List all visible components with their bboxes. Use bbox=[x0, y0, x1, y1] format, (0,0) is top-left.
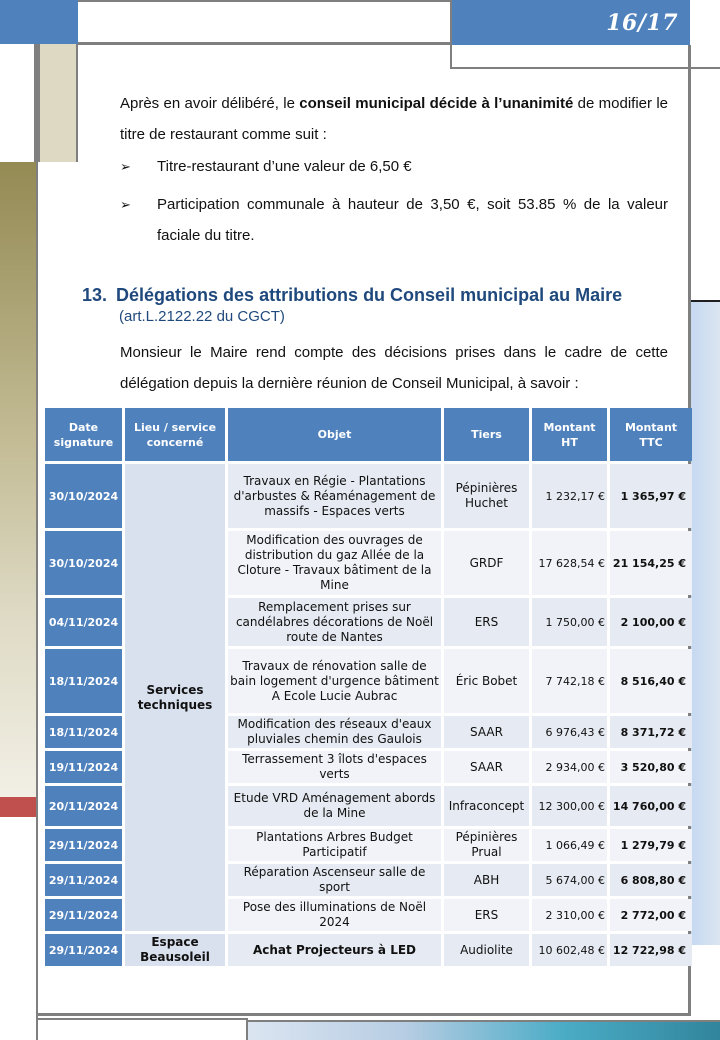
header-rule bbox=[78, 0, 450, 2]
table-row: 20/11/2024 Etude VRD Aménagement abords de la Mine Infraconcept 12 300,00 € 14 760,00 € bbox=[45, 786, 692, 826]
bullet-item: ➢ Participation communale à hauteur de 3,50 €, soit 53.85 % de la valeur faciale du titre. bbox=[120, 189, 668, 251]
table-row: 19/11/2024 Terrassement 3 îlots d'espaces verts SAAR 2 934,00 € 3 520,80 € bbox=[45, 751, 692, 783]
header-rule-bottom bbox=[78, 42, 450, 45]
table-row: 29/11/2024 Plantations Arbres Budget Participatif Pépinières Prual 1 066,49 € 1 279,79 € bbox=[45, 829, 692, 861]
section-subtitle: (art.L.2122.22 du CGCT) bbox=[119, 308, 285, 325]
table-header-row bbox=[45, 408, 692, 461]
table-row: 30/10/2024 Modification des ouvrages de distribution du gaz Allée de la Cloture - Travaux bâtiment de la Mine GRDF 17 628,54 € 21 154,25 € bbox=[45, 531, 692, 595]
intro-paragraph: Après en avoir délibéré, le conseil municipal décide à l’unanimité de modifier le titre de restaurant comme suit : bbox=[120, 95, 669, 143]
table-row: 18/11/2024 Travaux de rénovation salle de bain logement d'urgence bâtiment A Ecole Lucie Aubrac Éric Bobet 7 742,18 € 8 516,40 € bbox=[45, 649, 692, 713]
table-row: 18/11/2024 Modification des réseaux d'eaux pluviales chemin des Gaulois SAAR 6 976,43 € 8 371,72 € bbox=[45, 716, 692, 748]
table-row: 29/11/2024 Espace Beausoleil Achat Projecteurs à LED Audiolite 10 602,48 € 12 722,98 € bbox=[45, 934, 692, 966]
right-blue-bar bbox=[691, 300, 720, 945]
service-cell: Espace Beausoleil bbox=[125, 934, 225, 966]
col-header-tiers: Tiers bbox=[444, 408, 529, 461]
table-row: 29/11/2024 Réparation Ascenseur salle de sport ABH 5 674,00 € 6 808,80 € bbox=[45, 864, 692, 896]
footer-gradient-bar bbox=[246, 1020, 720, 1040]
page-number: 16/17 bbox=[606, 10, 678, 36]
table-row: 30/10/2024 Services techniques Travaux en Régie - Plantations d'arbustes & Réaménagement de massifs - Espaces verts Pépinières Huchet 1 232,17 € 1 365,97 € bbox=[45, 464, 692, 528]
left-red-mark bbox=[0, 797, 36, 817]
header-blue-block bbox=[0, 0, 78, 44]
left-olive-bar bbox=[0, 162, 36, 800]
col-header-ht: Montant HT bbox=[532, 408, 607, 461]
service-group-cell: Services techniques bbox=[125, 464, 225, 931]
left-frame-rule bbox=[36, 44, 38, 1040]
bullet-item: ➢ Titre-restaurant d’une valeur de 6,50 € bbox=[120, 151, 668, 182]
decision-emphasis: conseil municipal décide à l’unanimité bbox=[299, 95, 574, 112]
arrow-bullet-icon: ➢ bbox=[120, 197, 131, 212]
bottom-frame-rule bbox=[38, 1013, 691, 1016]
delegations-table bbox=[42, 405, 695, 969]
section-paragraph: Monsieur le Maire rend compte des décisions prises dans le cadre de cette délégation depuis la dernière réunion de Conseil Municipal, à savoir : bbox=[120, 344, 668, 392]
col-header-objet: Objet bbox=[228, 408, 441, 461]
bottom-rule bbox=[38, 1018, 248, 1020]
left-frame-cell bbox=[0, 44, 36, 162]
table-row: 29/11/2024 Pose des illuminations de Noël 2024 ERS 2 310,00 € 2 772,00 € bbox=[45, 899, 692, 931]
table-row: 04/11/2024 Remplacement prises sur candélabres décorations de Noël route de Nantes ERS 1 750,00 € 2 100,00 € bbox=[45, 598, 692, 646]
page-tab-outline bbox=[450, 45, 720, 69]
col-header-ttc: Montant TTC bbox=[610, 408, 692, 461]
tan-decor-block bbox=[38, 44, 78, 162]
section-heading: 13. Délégations des attributions du Conseil municipal au Maire bbox=[82, 285, 623, 305]
arrow-bullet-icon: ➢ bbox=[120, 159, 131, 174]
col-header-service: Lieu / service concerné bbox=[125, 408, 225, 461]
col-header-date: Date signature bbox=[45, 408, 122, 461]
